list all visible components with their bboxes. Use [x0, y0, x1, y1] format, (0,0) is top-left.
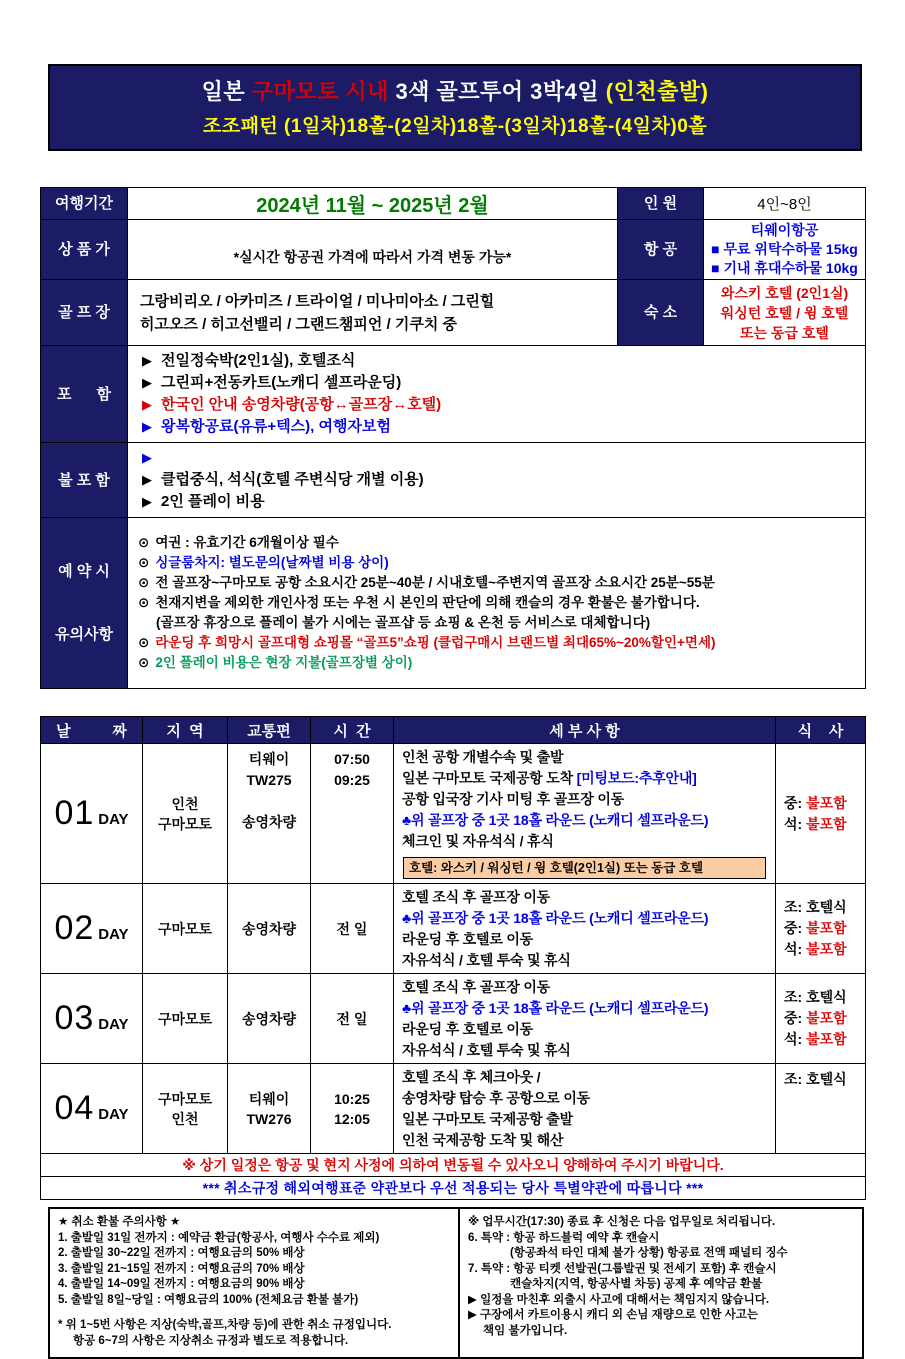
day4-transport: 티웨이 TW276 — [228, 1064, 311, 1154]
footer-notes — [48, 1207, 864, 1359]
page-title — [50, 75, 860, 106]
special-term: 7. 특약 : 항공 티켓 선발권(그룹발권 및 전세기 포함) 후 캔슬시 — [468, 1262, 777, 1275]
detail-line: 호텔 조식 후 골프장 이동 — [402, 979, 550, 995]
liability-note-continuation: 책임 불가입니다. — [483, 1324, 568, 1337]
itinerary-row-day2 — [41, 884, 866, 974]
meal-line: 석: 불포함 — [784, 1031, 847, 1047]
office-hours-note: ※ 업무시간(17:30) 종료 후 신청은 다음 업무일로 처리됩니다. — [468, 1216, 776, 1228]
info-row-period — [41, 188, 866, 220]
detail-line: ♣위 골프장 중 1곳 18홀 라운드 (노캐디 셀프라운드) — [402, 910, 709, 926]
include-item: ▶ 왕복항공료(유류+텍스), 여행자보험 — [128, 416, 865, 438]
notice-item: ⊙ 여권 : 유효기간 6개월이상 필수 — [128, 533, 865, 553]
include-list — [128, 346, 866, 443]
cancellation-footnote: * 위 1~5번 사항은 지상(숙박,골프,차량 등)에 관한 취소 규정입니다. — [58, 1319, 392, 1331]
special-term-continuation: (항공좌석 타인 대체 불가 상황) 항공료 전액 패널티 징수 — [510, 1247, 788, 1259]
info-row-golf — [41, 280, 866, 346]
circle-bullet-icon: ⊙ — [138, 535, 150, 550]
col-header-details: 세 부 사 항 — [394, 717, 776, 744]
day1-transport: 티웨이 TW275 송영차량 — [228, 744, 311, 884]
detail-line: 인천 국제공항 도착 및 해산 — [402, 1132, 564, 1148]
air-line: ■ 무료 위탁수하물 15kg — [711, 241, 858, 257]
notice-item-continuation: (골프장 휴장으로 플레이 불가 시에는 골프샵 등 쇼핑 & 온천 등 서비스로 대체합니다) — [156, 615, 651, 630]
info-row-exclude — [41, 443, 866, 518]
circle-bullet-icon: ⊙ — [138, 595, 150, 610]
detail-line: 라운딩 후 호텔로 이동 — [402, 1021, 533, 1037]
day3-region: 구마모토 — [143, 974, 228, 1064]
price-value: *실시간 항공권 가격에 따라서 가격 변동 가능* — [128, 220, 618, 280]
info-row-price — [41, 220, 866, 280]
include-item: ▶ 전일정숙박(2인1실), 호텔조식 — [128, 350, 865, 372]
special-term-continuation: 캔슬차지(지역, 항공사별 차등) 공제 후 예약금 환불 — [510, 1278, 763, 1290]
circle-bullet-icon: ⊙ — [138, 655, 150, 670]
meal-line: 중: 불포함 — [784, 1010, 847, 1026]
air-line: 티웨이항공 — [750, 222, 819, 238]
detail-line: 라운딩 후 호텔로 이동 — [402, 931, 533, 947]
include-item: ▶ 한국인 안내 송영차량(공항↔골프장↔호텔) — [128, 394, 865, 416]
info-row-include — [41, 346, 866, 443]
exclude-item: ▶ 2인 플레이 비용 — [128, 491, 865, 513]
lodging-value — [704, 280, 866, 346]
detail-line: 일본 구마모토 국제공항 도착 [미팅보드:추후안내] — [402, 770, 697, 786]
cancellation-refund-box — [50, 1209, 460, 1357]
detail-line: 체크인 및 자유석식 / 휴식 — [402, 833, 554, 849]
lodging-line: 또는 동급 호텔 — [740, 324, 829, 341]
meal-line: 중: 불포함 — [784, 920, 847, 936]
day3-meals — [776, 974, 866, 1064]
day2-number: 02 DAY — [41, 884, 143, 974]
title-banner — [48, 64, 862, 151]
info-row-notice — [41, 518, 866, 689]
meal-line: 석: 불포함 — [784, 941, 847, 957]
cancellation-policy-note: *** 취소규정 해외여행표준 약관보다 우선 적용되는 당사 특별약관에 따릅니다 *** — [41, 1177, 866, 1200]
day3-time: 전 일 — [311, 974, 394, 1064]
day2-time: 전 일 — [311, 884, 394, 974]
title-segment-departure: (인천출발) — [605, 79, 709, 104]
air-line: ■ 기내 휴대수하물 10kg — [711, 260, 858, 276]
itinerary-table — [40, 716, 866, 1200]
period-value: 2024년 11월 ~ 2025년 2월 — [128, 188, 618, 220]
day3-number: 03 DAY — [41, 974, 143, 1064]
col-header-time: 시 간 — [311, 717, 394, 744]
golf-courses — [128, 280, 618, 346]
price-label: 상 품 가 — [41, 220, 128, 280]
title-segment: 3색 골프투어 3박4일 — [388, 79, 606, 104]
circle-bullet-icon: ⊙ — [138, 575, 150, 590]
golf-label: 골 프 장 — [41, 280, 128, 346]
notice-label: 예 약 시 유의사항 — [41, 518, 128, 689]
notice-item: ⊙ 싱글룸차지: 별도문의(날짜별 비용 상이) — [128, 553, 865, 573]
day1-number: 01 DAY — [41, 744, 143, 884]
triangle-bullet-icon: ▶ — [142, 472, 152, 487]
cancellation-rule: 4. 출발일 14~09일 전까지 : 여행요금의 90% 배상 — [58, 1278, 305, 1290]
exclude-item — [128, 447, 865, 469]
day2-meals — [776, 884, 866, 974]
notice-item: ⊙ 라운딩 후 희망시 골프대형 쇼핑몰 “골프5”쇼핑 (클럽구매시 브랜드별 최대65%~20%할인+면세) — [128, 633, 865, 653]
meal-line: 중: 불포함 — [784, 794, 847, 811]
itinerary-row-day1 — [41, 744, 866, 884]
exclude-item: ▶ 클럽중식, 석식(호텔 주변식당 개별 이용) — [128, 469, 865, 491]
exclude-label: 불 포 함 — [41, 443, 128, 518]
cancellation-title: ★ 취소 환불 주의사항 ★ — [58, 1216, 181, 1228]
triangle-bullet-icon: ▶ — [142, 419, 152, 434]
golf-line: 히고오즈 / 히고선밸리 / 그랜드챔피언 / 기쿠치 중 — [140, 315, 457, 333]
liability-note: ▶ 일정을 마친후 외출시 사고에 대해서는 책임지지 않습니다. — [468, 1293, 770, 1306]
detail-line: 공항 입국장 기사 미팅 후 골프장 이동 — [402, 791, 624, 807]
people-value: 4인~8인 — [704, 188, 866, 220]
detail-line: 일본 구마모토 국제공항 출발 — [402, 1111, 573, 1127]
circle-bullet-icon: ⊙ — [138, 555, 150, 570]
cancellation-rule: 3. 출발일 21~15일 전까지 : 여행요금의 70% 배상 — [58, 1262, 305, 1275]
include-label: 포 함 — [41, 346, 128, 443]
meal-line: 조: 호텔식 — [784, 989, 847, 1005]
itinerary-row-day4 — [41, 1064, 866, 1154]
notice-item: ⊙ 2인 플레이 비용은 현장 지불(골프장별 상이) — [128, 653, 865, 673]
day4-details — [394, 1064, 776, 1154]
meal-line: 조: 호텔식 — [784, 899, 847, 915]
period-label: 여행기간 — [41, 188, 128, 220]
day4-region: 구마모토 인천 — [143, 1064, 228, 1154]
tour-info-table — [40, 187, 866, 689]
notice-item: ⊙ 전 골프장~구마모토 공항 소요시간 25분~40분 / 시내호텔~주변지역 골프장 소요시간 25분~55분 — [128, 573, 865, 593]
day3-details — [394, 974, 776, 1064]
day4-meals — [776, 1064, 866, 1154]
golf-line: 그랑비리오 / 아카미즈 / 트라이얼 / 미나미아소 / 그린힐 — [140, 292, 495, 310]
special-term: 6. 특약 : 항공 하드블럭 예약 후 캔슬시 — [468, 1231, 660, 1244]
air-label: 항 공 — [618, 220, 704, 280]
cancellation-footnote: 항공 6~7의 사항은 지상취소 규정과 별도로 적용합니다. — [73, 1334, 349, 1347]
people-label: 인 원 — [618, 188, 704, 220]
day3-transport: 송영차량 — [228, 974, 311, 1064]
day1-details — [394, 744, 776, 884]
detail-line: ♣위 골프장 중 1곳 18홀 라운드 (노캐디 셀프라운드) — [402, 1000, 709, 1016]
lodging-line: 워싱턴 호텔 / 윙 호텔 — [720, 304, 849, 321]
detail-line: 호텔 조식 후 체크아웃 / — [402, 1069, 541, 1085]
day4-number: 04 DAY — [41, 1064, 143, 1154]
col-header-meals: 식 사 — [776, 717, 866, 744]
itinerary-row-day3 — [41, 974, 866, 1064]
detail-line: ♣위 골프장 중 1곳 18홀 라운드 (노캐디 셀프라운드) — [402, 812, 709, 828]
notice-item: ⊙ 천재지변을 제외한 개인사정 또는 우천 시 본인의 판단에 의해 캔슬의 경우 환불은 불가합니다. — [128, 593, 865, 613]
day2-transport: 송영차량 — [228, 884, 311, 974]
triangle-bullet-icon: ▶ — [142, 494, 152, 509]
day1-region: 인천 구마모토 — [143, 744, 228, 884]
meal-line: 석: 불포함 — [784, 815, 847, 832]
liability-note: ▶ 구장에서 카트이용시 캐디 외 손님 재량으로 인한 사고는 — [468, 1309, 758, 1321]
day2-details — [394, 884, 776, 974]
notice-list — [128, 518, 866, 689]
title-segment: 일본 — [201, 79, 252, 104]
triangle-bullet-icon: ▶ — [142, 450, 152, 465]
col-header-transport: 교통편 — [228, 717, 311, 744]
detail-line: 인천 공항 개별수속 및 출발 — [402, 749, 564, 765]
itinerary-note-row-blue — [41, 1177, 866, 1200]
title-segment-destination: 구마모토 시내 — [251, 79, 389, 104]
triangle-bullet-icon: ▶ — [142, 353, 152, 368]
itinerary-note-row-red — [41, 1154, 866, 1177]
exclude-list — [128, 443, 866, 518]
lodging-label: 숙 소 — [618, 280, 704, 346]
cancellation-rule: 5. 출발일 8일~당일 : 여행요금의 100% (전체요금 환불 불가) — [58, 1293, 359, 1306]
col-header-region: 지 역 — [143, 717, 228, 744]
meal-line: 조: 호텔식 — [784, 1071, 847, 1087]
special-terms-box — [460, 1209, 862, 1357]
air-value — [704, 220, 866, 280]
day2-region: 구마모토 — [143, 884, 228, 974]
triangle-bullet-icon: ▶ — [142, 397, 152, 412]
lodging-line: 와스키 호텔 (2인1실) — [720, 284, 849, 301]
itinerary-header-row — [41, 717, 866, 744]
schedule-change-note: ※ 상기 일정은 항공 및 현지 사정에 의하여 변동될 수 있사오니 양해하여 주시기 바랍니다. — [41, 1154, 866, 1177]
day1-time: 07:50 09:25 — [311, 744, 394, 884]
page-subtitle: 조조패턴 (1일차)18홀-(2일차)18홀-(3일차)18홀-(4일차)0홀 — [202, 116, 708, 137]
detail-line: 자유석식 / 호텔 투숙 및 휴식 — [402, 1042, 571, 1058]
circle-bullet-icon: ⊙ — [138, 635, 150, 650]
hotel-highlight-bar: 호텔: 와스키 / 워싱턴 / 윙 호텔(2인1실) 또는 동급 호텔 — [403, 857, 766, 879]
detail-line: 호텔 조식 후 골프장 이동 — [402, 889, 550, 905]
day1-meals — [776, 744, 866, 884]
col-header-date: 날 짜 — [41, 717, 143, 744]
cancellation-rule: 1. 출발일 31일 전까지 : 예약금 환급(항공사, 여행사 수수료 제외) — [58, 1231, 380, 1244]
day4-time: 10:25 12:05 — [311, 1064, 394, 1154]
detail-line: 송영차량 탑승 후 공항으로 이동 — [402, 1090, 590, 1106]
include-item: ▶ 그린피+전동카트(노캐디 셀프라운딩) — [128, 372, 865, 394]
cancellation-rule: 2. 출발일 30~22일 전까지 : 여행요금의 50% 배상 — [58, 1247, 305, 1259]
detail-line: 자유석식 / 호텔 투숙 및 휴식 — [402, 952, 571, 968]
triangle-bullet-icon: ▶ — [142, 375, 152, 390]
